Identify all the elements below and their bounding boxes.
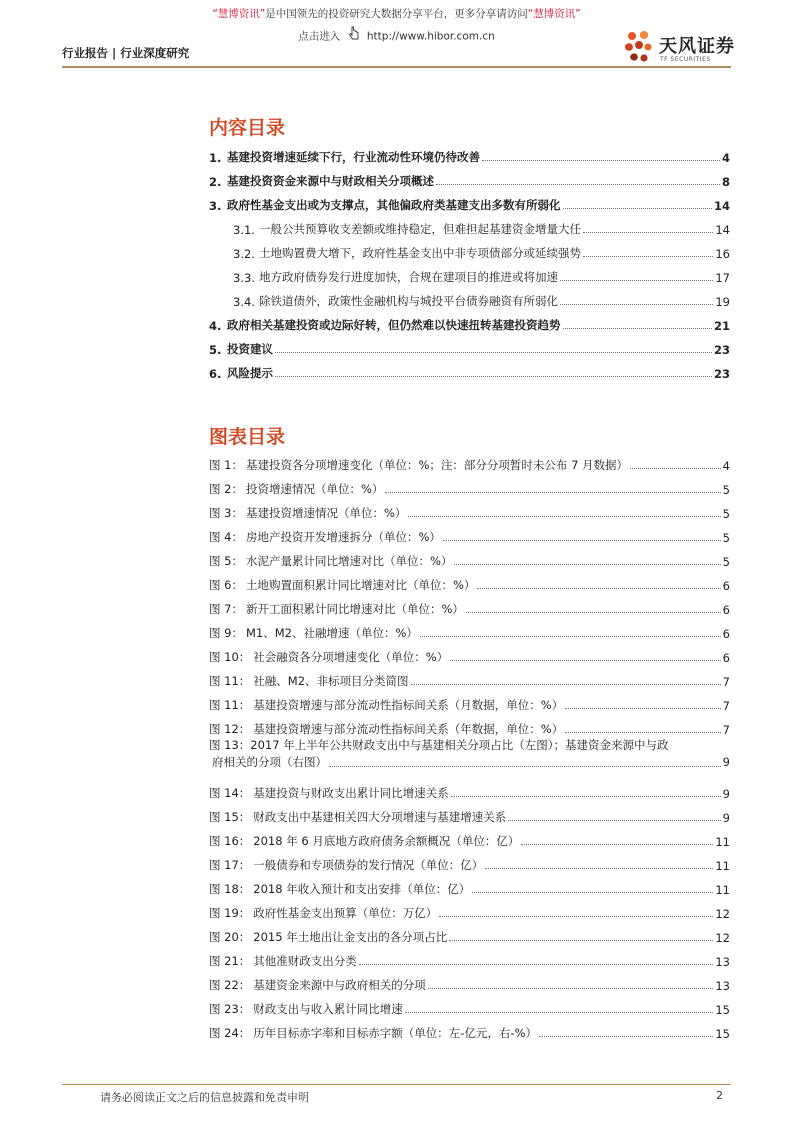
toc-entry-number: 3.3. bbox=[233, 271, 255, 285]
figure-entry-label: 图 20： bbox=[209, 930, 251, 944]
figure-entry-page: 12 bbox=[715, 907, 730, 921]
toc-entry[interactable] bbox=[209, 141, 730, 165]
figure-entry[interactable] bbox=[209, 1017, 730, 1041]
figure-entry[interactable] bbox=[209, 497, 730, 521]
figure-entry[interactable] bbox=[209, 801, 730, 825]
dot-leader bbox=[428, 988, 714, 989]
dot-leader bbox=[583, 256, 713, 257]
dot-leader bbox=[539, 1036, 713, 1037]
figure-entry-label: 图 5： bbox=[209, 554, 243, 568]
figure-entry[interactable] bbox=[209, 449, 730, 473]
figure-entry-title: 2015 年土地出让金支出的各分项占比 bbox=[253, 930, 448, 944]
banner-brand-2[interactable]: “慧博资讯” bbox=[527, 8, 581, 20]
dot-leader bbox=[560, 280, 713, 281]
figure-entry-title: 政府性基金支出预算（单位：万亿） bbox=[253, 906, 438, 920]
toc-entry[interactable] bbox=[209, 309, 730, 333]
dot-leader bbox=[275, 376, 712, 377]
dot-leader bbox=[563, 208, 712, 209]
figure-entry-page: 9 bbox=[722, 787, 730, 801]
figure-entry-title: M1、M2、社融增速（单位：%） bbox=[245, 626, 418, 640]
figure-entry-title: 财政支出与收入累计同比增速 bbox=[253, 1002, 403, 1016]
report-category: 行业报告 | 行业深度研究 bbox=[62, 46, 190, 60]
toc-entry-title: 政府性基金支出或为支撑点，其他偏政府类基建支出多数有所弱化 bbox=[227, 198, 561, 212]
figure-entry-label: 图 13： bbox=[209, 738, 251, 752]
dot-leader bbox=[385, 492, 720, 493]
toc-entry-title: 投资建议 bbox=[227, 342, 273, 356]
figure-entry[interactable] bbox=[209, 873, 730, 897]
toc-entry[interactable] bbox=[209, 189, 730, 213]
dot-leader bbox=[485, 868, 713, 869]
dot-leader bbox=[466, 612, 721, 613]
dot-leader bbox=[560, 304, 713, 305]
figure-entry-title: 基建投资各分项增速变化（单位：%；注：部分分项暂时未公布 7 月数据） bbox=[245, 458, 629, 472]
dot-leader bbox=[477, 588, 720, 589]
figure-entry-label: 图 9： bbox=[209, 626, 243, 640]
figure-entry-page: 15 bbox=[715, 1027, 730, 1041]
figure-entry-label: 图 15： bbox=[209, 810, 251, 824]
figure-entry-page: 9 bbox=[722, 755, 730, 769]
toc-entry-page: 14 bbox=[713, 199, 730, 213]
figure-entry-label: 图 22： bbox=[209, 978, 251, 992]
dot-leader bbox=[359, 964, 714, 965]
header-rule bbox=[62, 66, 731, 68]
figure-entry-page: 13 bbox=[715, 979, 730, 993]
figure-entry[interactable] bbox=[209, 921, 730, 945]
figure-entry-page: 5 bbox=[722, 483, 730, 497]
figure-entry-line-2 bbox=[209, 754, 730, 771]
dot-leader bbox=[420, 636, 721, 637]
toc-entry-page: 23 bbox=[713, 343, 730, 357]
dot-leader bbox=[450, 660, 720, 661]
figure-entry-page: 5 bbox=[722, 507, 730, 521]
figure-entry-title: 社会融资各分项增速变化（单位：%） bbox=[253, 650, 449, 664]
figure-entry-page: 6 bbox=[722, 579, 730, 593]
toc-entry[interactable] bbox=[209, 333, 730, 357]
figure-entry-title: 房地产投资开发增速拆分（单位：%） bbox=[245, 530, 441, 544]
dot-leader bbox=[565, 708, 720, 709]
figure-entry[interactable] bbox=[209, 545, 730, 569]
figure-entry-page: 5 bbox=[722, 531, 730, 545]
toc-entry[interactable] bbox=[209, 237, 730, 261]
figure-entry-title: 2017 年上半年公共财政支出中与基建相关分项占比（左图）；基建资金来源中与政 bbox=[250, 738, 669, 752]
banner-line-1 bbox=[0, 4, 793, 24]
dot-leader bbox=[439, 916, 713, 917]
page-number: 2 bbox=[716, 1089, 723, 1102]
dot-leader bbox=[583, 232, 713, 233]
toc-entry[interactable] bbox=[209, 261, 730, 285]
figure-entry-title: 基建资金来源中与政府相关的分项 bbox=[253, 978, 426, 992]
dot-leader bbox=[508, 820, 720, 821]
figure-entry-label: 图 21： bbox=[209, 954, 251, 968]
toc-entry[interactable] bbox=[209, 357, 730, 381]
figure-entry-label: 图 17： bbox=[209, 858, 251, 872]
toc-entry-number: 4. bbox=[209, 319, 222, 333]
figure-entry-title: 水泥产量累计同比增速对比（单位：%） bbox=[245, 554, 453, 568]
figure-entry[interactable] bbox=[209, 569, 730, 593]
dot-leader bbox=[405, 1012, 714, 1013]
dot-leader bbox=[482, 160, 720, 161]
figure-entry[interactable] bbox=[209, 617, 730, 641]
figure-entry-label: 图 23： bbox=[209, 1002, 251, 1016]
toc-entry-title: 一般公共预算收支差额或维持稳定，但难担起基建资金增量大任 bbox=[259, 222, 581, 236]
banner-text: 是中国领先的投资研究大数据分享平台，更多分享请访问 bbox=[265, 8, 528, 20]
figure-entry-page: 12 bbox=[715, 931, 730, 945]
figure-entry[interactable] bbox=[209, 713, 730, 737]
figure-entry-title: 基建投资增速与部分流动性指标间关系（月数据，单位：%） bbox=[253, 698, 564, 712]
footer-rule bbox=[62, 1084, 731, 1085]
toc-entry-title: 风险提示 bbox=[227, 366, 273, 380]
figure-entry-label: 图 12： bbox=[209, 722, 251, 736]
toc-title: 内容目录 bbox=[209, 117, 286, 139]
figure-entry[interactable] bbox=[209, 641, 730, 665]
figure-entry-label: 图 6： bbox=[209, 578, 243, 592]
banner-url-link[interactable]: http://www.hibor.com.cn bbox=[366, 30, 495, 43]
toc-entry-page: 21 bbox=[713, 319, 730, 333]
toc-entry-number: 3.1. bbox=[233, 223, 255, 237]
dot-leader bbox=[630, 468, 721, 469]
toc-entry-number: 3.4. bbox=[233, 295, 255, 309]
figure-entry-label: 图 11： bbox=[209, 698, 251, 712]
figure-entry[interactable] bbox=[209, 777, 730, 801]
dot-leader bbox=[521, 844, 713, 845]
toc-list bbox=[209, 141, 730, 381]
logo-text-cn: 天风证券 bbox=[659, 36, 735, 57]
hand-cursor-icon bbox=[346, 25, 362, 48]
figure-entry-label: 图 2： bbox=[209, 482, 243, 496]
figure-entry-title: 2018 年 6 月底地方政府债务余额概况（单位：亿） bbox=[253, 834, 520, 848]
dot-leader bbox=[449, 940, 713, 941]
figure-entry-page: 13 bbox=[715, 955, 730, 969]
toc-entry-number: 2. bbox=[209, 175, 222, 189]
toc-entry-page: 8 bbox=[721, 175, 730, 189]
figure-entry-label: 图 3： bbox=[209, 506, 243, 520]
tf-securities-logo bbox=[623, 26, 735, 70]
figure-entry-label: 图 4： bbox=[209, 530, 243, 544]
toc-entry-title: 基建投资资金来源中与财政相关分项概述 bbox=[227, 174, 434, 188]
banner-click-text[interactable]: 点击进入 bbox=[298, 30, 341, 43]
figure-entry-label: 图 14： bbox=[209, 786, 251, 800]
figure-entry-page: 7 bbox=[722, 723, 730, 737]
toc-entry-title: 政府相关基建投资或边际好转，但仍然难以快速扭转基建投资趋势 bbox=[227, 318, 561, 332]
figure-entry-page: 4 bbox=[722, 459, 730, 473]
logo-text-en: TF SECURITIES bbox=[660, 56, 711, 63]
figure-entry-title: 基建投资与财政支出累计同比增速关系 bbox=[253, 786, 449, 800]
figure-entry[interactable] bbox=[209, 737, 730, 777]
figure-entry-title: 投资增速情况（单位：%） bbox=[245, 482, 384, 496]
figure-entry-label: 图 16： bbox=[209, 834, 251, 848]
toc-entry[interactable] bbox=[209, 213, 730, 237]
figure-entry-title: 社融、M2、非标项目分类简图 bbox=[253, 674, 409, 688]
dot-leader bbox=[329, 766, 721, 767]
figure-entry-label: 图 10： bbox=[209, 650, 251, 664]
figure-entry-label: 图 19： bbox=[209, 906, 251, 920]
figure-entry-page: 9 bbox=[722, 811, 730, 825]
dot-leader bbox=[275, 352, 712, 353]
toc-entry-page: 23 bbox=[713, 367, 730, 381]
figure-entry-page: 6 bbox=[722, 627, 730, 641]
figure-entry-title: 土地购置面积累计同比增速对比（单位：%） bbox=[245, 578, 476, 592]
figure-entry-page: 11 bbox=[715, 883, 730, 897]
toc-entry-number: 3.2. bbox=[233, 247, 255, 261]
figure-entry[interactable] bbox=[209, 969, 730, 993]
dot-leader bbox=[454, 564, 720, 565]
figure-entry-label: 图 24： bbox=[209, 1026, 251, 1040]
figure-entry-label: 图 1： bbox=[209, 458, 243, 472]
toc-entry-title: 地方政府债券发行进度加快，合规在建项目的推进或将加速 bbox=[259, 270, 558, 284]
dot-leader bbox=[436, 184, 720, 185]
dot-leader bbox=[472, 892, 713, 893]
figure-entry-page: 11 bbox=[715, 835, 730, 849]
figure-entry-label: 图 11： bbox=[209, 674, 251, 688]
toc-entry-page: 16 bbox=[715, 247, 730, 261]
figure-entry-title: 其他准财政支出分类 bbox=[253, 954, 357, 968]
figure-entry-title: 新开工面积累计同比增速对比（单位：%） bbox=[245, 602, 464, 616]
toc-entry[interactable] bbox=[209, 165, 730, 189]
figure-entry-page: 5 bbox=[722, 555, 730, 569]
figure-entry-title: 财政支出中基建相关四大分项增速与基建增速关系 bbox=[253, 810, 507, 824]
tf-logo-icon bbox=[623, 28, 653, 68]
figure-entry-title: 2018 年收入预计和支出安排（单位：亿） bbox=[253, 882, 471, 896]
toc-entry-title: 土地购置费大增下，政府性基金支出中非专项债部分或延续强势 bbox=[259, 246, 581, 260]
toc-entry-page: 4 bbox=[721, 151, 730, 165]
dot-leader bbox=[411, 684, 721, 685]
figure-entry-page: 6 bbox=[722, 651, 730, 665]
figure-entry[interactable] bbox=[209, 945, 730, 969]
figure-entry-line-1 bbox=[209, 737, 730, 754]
footer-disclaimer: 请务必阅读正文之后的信息披露和免责申明 bbox=[100, 1091, 309, 1104]
figure-entry[interactable] bbox=[209, 665, 730, 689]
toc-entry-page: 19 bbox=[715, 295, 730, 309]
toc-entry-number: 3. bbox=[209, 199, 222, 213]
toc-entry-title: 除铁道债外，政策性金融机构与城投平台债券融资有所弱化 bbox=[259, 294, 558, 308]
figure-entry-title: 历年目标赤字率和目标赤字额（单位：左-亿元，右-%） bbox=[253, 1026, 538, 1040]
figure-entry-page: 7 bbox=[722, 675, 730, 689]
dot-leader bbox=[565, 732, 720, 733]
figure-entry-page: 6 bbox=[722, 603, 730, 617]
figure-entry-page: 7 bbox=[722, 699, 730, 713]
figure-entry-title-cont: 府相关的分项（右图） bbox=[212, 755, 327, 769]
figure-entry-label: 图 7： bbox=[209, 602, 243, 616]
toc-entry-number: 6. bbox=[209, 367, 222, 381]
toc-entry-page: 14 bbox=[715, 223, 730, 237]
figure-entry-title: 基建投资增速情况（单位：%） bbox=[245, 506, 407, 520]
toc-entry-page: 17 bbox=[715, 271, 730, 285]
figure-entry[interactable] bbox=[209, 593, 730, 617]
figure-entry-page: 11 bbox=[715, 859, 730, 873]
dot-leader bbox=[451, 796, 721, 797]
dot-leader bbox=[408, 516, 720, 517]
figure-entry[interactable] bbox=[209, 521, 730, 545]
banner-brand[interactable]: “慧博资讯” bbox=[212, 8, 266, 20]
figure-entry-page: 15 bbox=[715, 1003, 730, 1017]
figure-entry-label: 图 18： bbox=[209, 882, 251, 896]
figure-entry-title: 基建投资增速与部分流动性指标间关系（年数据，单位：%） bbox=[253, 722, 564, 736]
figure-entry[interactable] bbox=[209, 993, 730, 1017]
dot-leader bbox=[563, 328, 712, 329]
figure-entry[interactable] bbox=[209, 897, 730, 921]
dot-leader bbox=[443, 540, 721, 541]
figures-list bbox=[209, 449, 730, 1041]
figure-entry[interactable] bbox=[209, 473, 730, 497]
figure-entry-title: 一般债券和专项债券的发行情况（单位：亿） bbox=[253, 858, 484, 872]
figure-entry[interactable] bbox=[209, 825, 730, 849]
figures-title: 图表目录 bbox=[209, 426, 286, 448]
toc-entry-title: 基建投资增速延续下行，行业流动性环境仍待改善 bbox=[227, 150, 480, 164]
figure-entry[interactable] bbox=[209, 689, 730, 713]
toc-entry-number: 1. bbox=[209, 151, 222, 165]
toc-entry[interactable] bbox=[209, 285, 730, 309]
toc-entry-number: 5. bbox=[209, 343, 222, 357]
figure-entry[interactable] bbox=[209, 849, 730, 873]
